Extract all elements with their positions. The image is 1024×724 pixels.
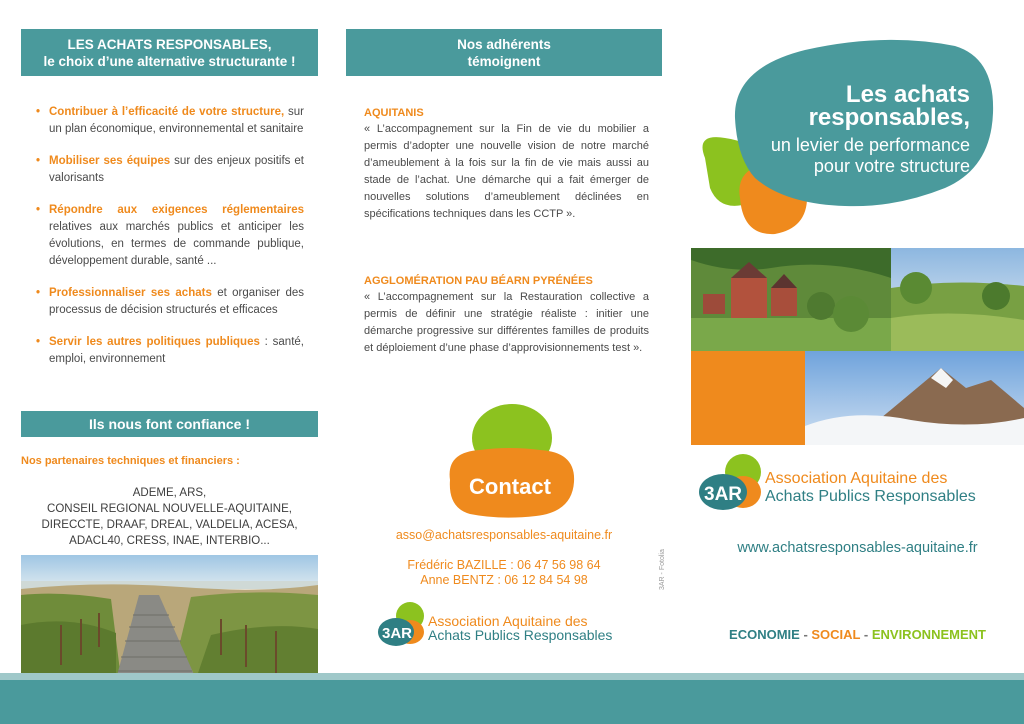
- contact-phone-1: Frédéric BAZILLE : 06 47 56 98 64: [407, 558, 601, 572]
- logo-name-line2: Achats Publics Responsables: [765, 488, 976, 505]
- benefit-highlight: Contribuer à l’efficacité de votre structure,: [49, 106, 285, 118]
- benefit-text: sur des enjeux positifs et valorisants: [49, 155, 305, 184]
- contact-blob-shape: [440, 400, 580, 520]
- photo-credit: 3AR - Fotolia: [659, 549, 666, 590]
- benefit-highlight: Répondre aux exigences réglementaires: [49, 204, 304, 216]
- beach-photo-illustration: [21, 555, 318, 679]
- hero-subtitle: [771, 135, 970, 177]
- beach-boardwalk-photo: [21, 555, 318, 679]
- benefit-item: [36, 202, 304, 270]
- benefits-list: [36, 104, 304, 383]
- benefit-text: sur un plan économique, environnemental et sanitaire: [49, 106, 304, 135]
- tag-separator: -: [799, 627, 812, 642]
- testimonial-body: « L’accompagnement sur la Fin de vie du mobilier a permis d’adopter une nouvelle vision de notre marché d’ameublement à la fois sur la fin de vie mais aussi au stade de l’achat. Une démarche qui a fait émerger de nouvelles solutions d’ameublement déclinées en spécifications techniques dans les CCTP ».: [364, 123, 649, 220]
- tag-environnement: ENVIRONNEMENT: [871, 627, 986, 642]
- hero-title-line1: Les achats: [845, 81, 970, 108]
- benefit-highlight: Professionnaliser ses achats: [49, 287, 212, 299]
- testimonial: [364, 107, 649, 223]
- benefit-text: : santé, emploi, environnement: [49, 336, 304, 365]
- partners-label: Nos partenaires techniques et financiers :: [21, 455, 240, 467]
- trust-title: Ils nous font confiance !: [88, 415, 250, 432]
- tag-separator: -: [860, 627, 872, 642]
- testimonial: [364, 275, 649, 357]
- left-panel-header: [21, 29, 318, 76]
- hero-title: [809, 83, 970, 129]
- hero-title-line2: responsables,: [808, 104, 970, 131]
- benefit-item: [36, 104, 304, 138]
- partners-list: [21, 485, 318, 549]
- orange-block: [691, 351, 805, 445]
- left-header-line2: le choix d’une alternative structurante !: [43, 53, 296, 69]
- logo-name-line1: Association Aquitaine des: [765, 470, 948, 487]
- benefit-item: [36, 153, 304, 187]
- benefit-highlight: Mobiliser ses équipes: [49, 155, 171, 167]
- partners-line: DIRECCTE, DRAAF, DREAL, VALDELIA, ACESA,: [41, 519, 298, 531]
- contact-phone-2: Anne BENTZ : 06 12 84 54 98: [420, 573, 588, 587]
- benefit-text: et organiser des processus de décision structurés et efficaces: [49, 287, 304, 316]
- logo-name-line2: Achats Publics Responsables: [428, 627, 613, 643]
- tagline: [691, 627, 1024, 642]
- logo-name-line1: Association Aquitaine des: [428, 613, 588, 629]
- bottom-band-accent: [0, 673, 1024, 680]
- benefit-item: [36, 334, 304, 368]
- logo-mark-text: 3AR: [382, 625, 413, 642]
- hero-sub-line2: pour votre structure: [813, 156, 970, 176]
- mid-header-line2: témoignent: [467, 53, 541, 69]
- benefit-item: [36, 285, 304, 319]
- bottom-band: [0, 680, 1024, 724]
- logo-mark-text: 3AR: [704, 484, 743, 505]
- partners-line: ADEME, ARS,: [132, 487, 207, 499]
- contact-label: Contact: [469, 474, 551, 499]
- trust-header: [21, 411, 318, 437]
- landscape-photo-collage: [691, 248, 1024, 445]
- contact-email[interactable]: asso@achatsresponsables-aquitaine.fr: [395, 528, 613, 542]
- partners-line: ADACL40, CRESS, INAE, INTERBIO...: [69, 535, 270, 547]
- testimonials-header: [346, 29, 662, 76]
- hero-sub-line1: un levier de performance: [770, 135, 970, 155]
- left-header-line1: LES ACHATS RESPONSABLES,: [67, 36, 272, 52]
- association-logo-large: [697, 452, 1017, 514]
- association-logo: [376, 600, 646, 650]
- testimonial-body: « L’accompagnement sur la Restauration collective a permis de définir une stratégie réaliste : initier une démarche progressive sur différentes familles de produits et déploiement d’une phase d’approvisionnements test ».: [364, 291, 649, 354]
- tag-social: SOCIAL: [811, 627, 861, 642]
- benefit-text: relatives aux marchés publics et anticiper les évolutions, en termes de commande publique, développement durable, santé ...: [49, 221, 304, 267]
- testimonial-title: AQUITANIS: [364, 107, 424, 119]
- benefit-highlight: Servir les autres politiques publiques: [49, 336, 260, 348]
- testimonial-title: AGGLOMÉRATION PAU BÉARN PYRÉNÉES: [364, 275, 593, 287]
- partners-line: CONSEIL REGIONAL NOUVELLE-AQUITAINE,: [47, 503, 292, 515]
- 3ar-logo-icon: [376, 600, 428, 650]
- 3ar-logo-icon: [697, 452, 765, 514]
- website-link[interactable]: www.achatsresponsables-aquitaine.fr: [737, 540, 978, 556]
- tag-economie: ECONOMIE: [729, 627, 800, 642]
- mid-header-line1: Nos adhérents: [457, 36, 551, 52]
